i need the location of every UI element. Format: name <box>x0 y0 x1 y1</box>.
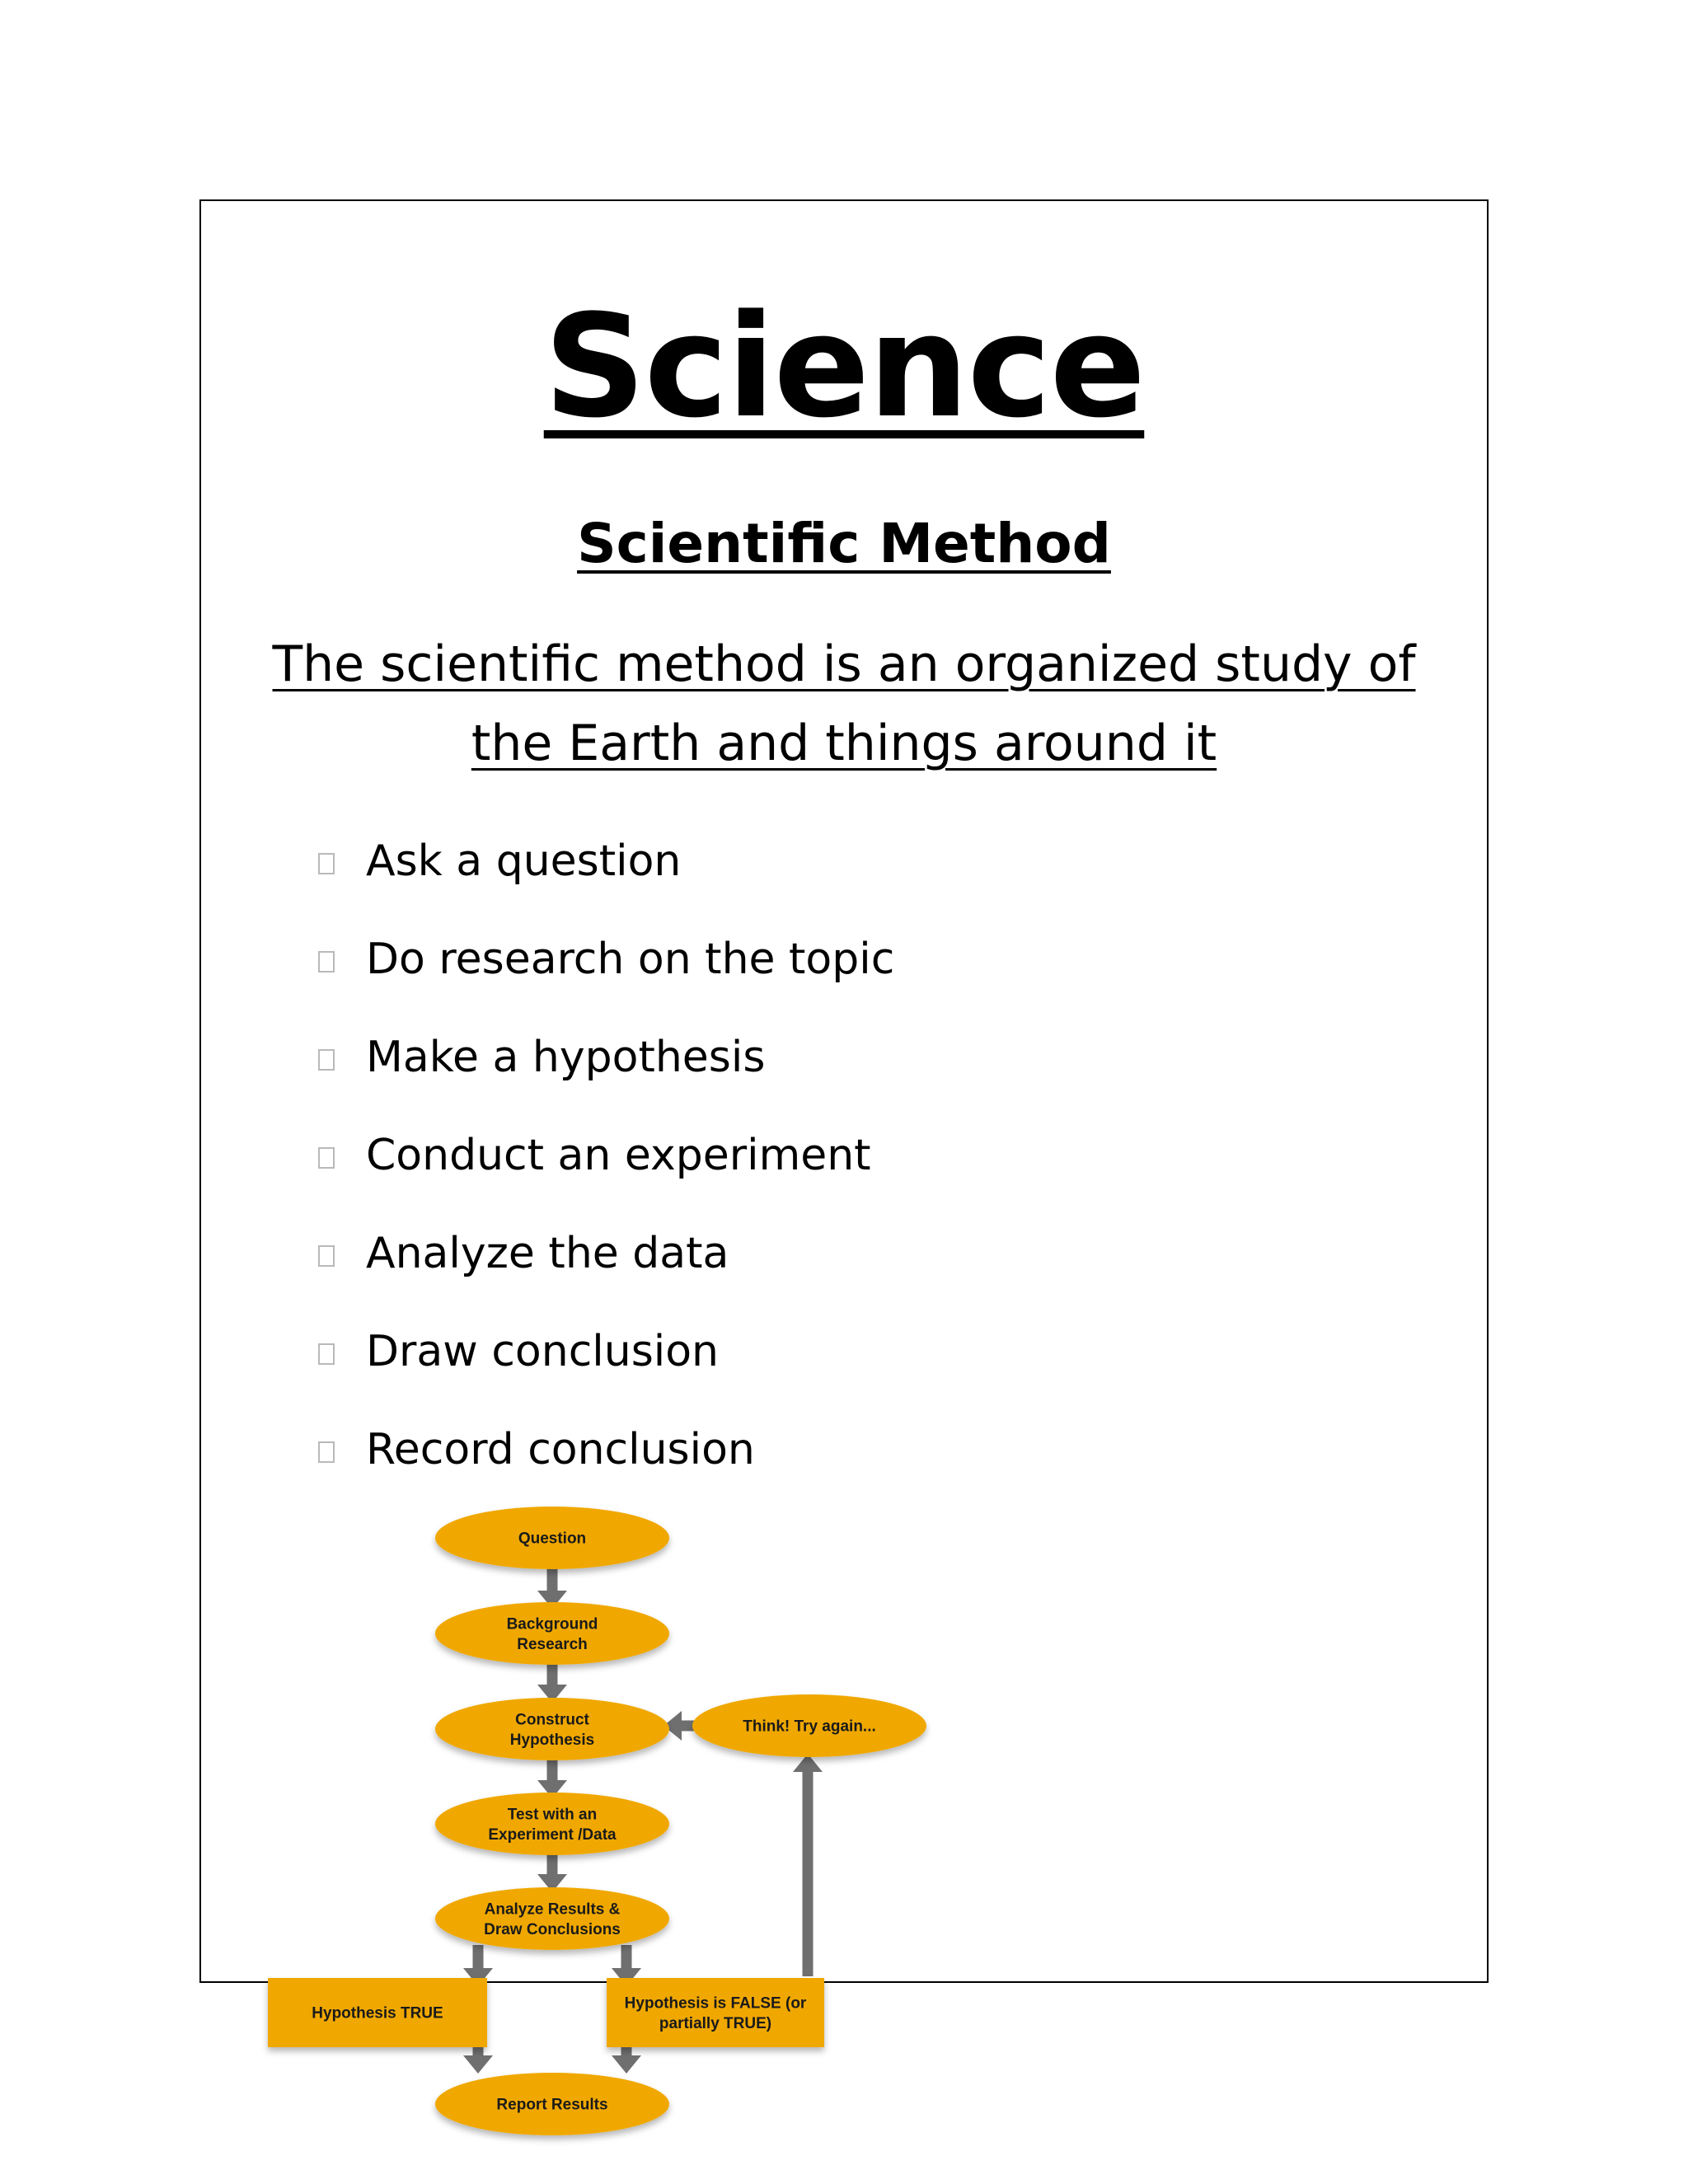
flow-node-report <box>435 2073 669 2135</box>
step-label: Do research on the topic <box>366 934 895 984</box>
steps-list <box>318 812 894 1498</box>
checkbox-icon <box>318 1343 335 1365</box>
step-item <box>318 812 894 910</box>
step-item <box>318 1400 894 1498</box>
flow-node-label: Report Results <box>496 2096 608 2114</box>
flow-arrow <box>612 2046 641 2074</box>
checkbox-icon <box>318 1049 335 1071</box>
flow-node-label: Analyze Results & <box>484 1900 621 1919</box>
flow-node-label: Hypothesis <box>509 1732 595 1749</box>
step-item <box>318 910 894 1008</box>
step-label: Conduct an experiment <box>366 1130 871 1180</box>
flow-node-label: Think! Try again... <box>743 1718 876 1736</box>
flow-node-hypothesis <box>435 1698 669 1760</box>
flow-node-label: Construct <box>515 1711 589 1729</box>
page-title: Science <box>543 284 1145 449</box>
flow-nodes <box>268 1507 926 2135</box>
flow-node-true <box>268 1978 487 2047</box>
flow-node-label: Experiment /Data <box>488 1826 617 1844</box>
flow-node-test <box>435 1793 669 1855</box>
checkbox-icon <box>318 1245 335 1267</box>
checkbox-icon <box>318 853 335 874</box>
step-label: Ask a question <box>366 836 682 886</box>
flow-node-label: Draw Conclusions <box>484 1921 621 1938</box>
flow-node-question <box>435 1507 669 1569</box>
flow-node-label: Test with an <box>507 1806 598 1824</box>
flow-arrow <box>793 1754 823 1976</box>
flow-arrow <box>537 1563 567 1609</box>
definition-text: The scientific method is an organized study of the Earth and things around it <box>272 635 1416 772</box>
checkbox-icon <box>318 951 335 972</box>
flow-node-label: Research <box>517 1636 588 1653</box>
step-label: Make a hypothesis <box>366 1032 766 1082</box>
step-item <box>318 1008 894 1106</box>
flow-node-false <box>607 1978 824 2047</box>
flow-arrow <box>463 2046 493 2074</box>
step-label: Record conclusion <box>366 1424 755 1474</box>
flow-node-label: Hypothesis is FALSE (or <box>624 1994 807 2013</box>
step-item <box>318 1106 894 1204</box>
flow-node-label: Question <box>518 1530 587 1548</box>
flow-node-research <box>435 1602 669 1665</box>
flow-node-analyze <box>435 1887 669 1950</box>
flow-node-label: partially TRUE) <box>659 2015 772 2032</box>
step-label: Analyze the data <box>366 1228 729 1278</box>
checkbox-icon <box>318 1147 335 1169</box>
flow-arrow <box>537 1754 567 1798</box>
step-item <box>318 1204 894 1302</box>
page-subtitle: Scientific Method <box>577 512 1111 575</box>
checkbox-icon <box>318 1441 335 1463</box>
flow-node-label: Background <box>506 1615 598 1633</box>
step-item <box>318 1302 894 1400</box>
flow-node-retry <box>692 1694 926 1757</box>
flow-node-label: Hypothesis TRUE <box>312 2004 443 2022</box>
scientific-method-flowchart <box>247 1492 989 2184</box>
flow-arrow <box>537 1659 567 1703</box>
step-label: Draw conclusion <box>366 1326 720 1376</box>
